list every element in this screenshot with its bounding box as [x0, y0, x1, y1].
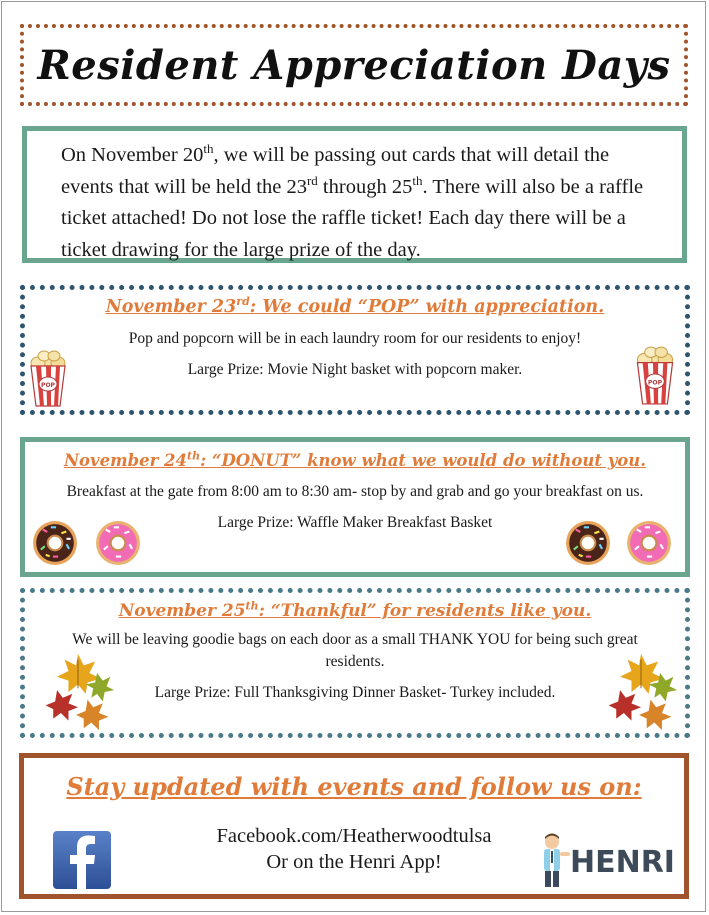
title-box [20, 24, 688, 106]
popcorn-icon [26, 348, 70, 408]
autumn-leaves-icon [42, 652, 114, 732]
event-prize: Large Prize: Movie Night basket with popcorn maker. [187, 361, 523, 378]
autumn-leaves-icon [605, 652, 677, 732]
event-heading-text: : “DONUT” know what we would do without you. [200, 451, 647, 470]
donut-icon [626, 520, 672, 566]
donut-icon [95, 520, 141, 566]
event-prize: Large Prize: Waffle Maker Breakfast Basket [217, 514, 493, 531]
henri-app-text: Or on the Henri App! [266, 851, 442, 873]
event-heading-sup: rd [236, 295, 250, 309]
intro-sup1: th [203, 141, 214, 157]
event-heading [25, 601, 685, 621]
henri-app-logo-icon[interactable] [538, 832, 678, 890]
event-heading [25, 451, 685, 470]
event-heading-sup: th [245, 599, 259, 613]
donut-icon [32, 520, 78, 566]
event-card-nov-23 [20, 285, 690, 415]
footer-heading: Stay updated with events and follow us on: [66, 772, 642, 801]
intro-text-part3: through 25 [317, 175, 413, 198]
facebook-link-text[interactable]: Facebook.com/Heatherwoodtulsa [216, 825, 492, 847]
popcorn-icon [633, 344, 677, 406]
intro-text-part2: , we will be passing out cards that will detail the events that will be held the 23 [61, 144, 610, 198]
event-heading-date: November 23 [105, 297, 237, 317]
svg-text:HENRI: HENRI [570, 845, 675, 880]
page-title: Resident Appreciation Days [37, 41, 671, 89]
event-description: Pop and popcorn will be in each laundry room for our residents to enjoy! [128, 330, 582, 347]
intro-sup3: th [412, 172, 423, 188]
event-description: We will be leaving goodie bags on each door as a small THANK YOU for being such great residents. [72, 631, 638, 670]
intro-text-part1: On November 20 [61, 144, 204, 166]
intro-text-part4: . There will also be a raffle ticket attached! Do not lose the raffle ticket! Each day there will be a ticket drawing for the large prize of the day. [61, 175, 644, 261]
donut-icon [565, 520, 611, 566]
event-heading-date: November 25 [118, 601, 246, 621]
event-description: Breakfast at the gate from 8:00 am to 8:30 am- stop by and grab and go your breakfast on us. [66, 483, 644, 500]
event-heading-text: : “Thankful” for residents like you. [258, 601, 592, 621]
event-heading-text: : We could “POP” with appreciation. [249, 297, 605, 317]
event-prize: Large Prize: Full Thanksgiving Dinner Basket- Turkey included. [154, 684, 556, 701]
event-heading-sup: th [187, 449, 201, 463]
event-heading-date: November 24 [63, 451, 188, 470]
intro-sup2: rd [306, 172, 318, 188]
event-card-nov-25 [20, 588, 690, 738]
facebook-logo-icon[interactable] [52, 830, 112, 890]
event-heading [25, 297, 685, 317]
intro-box [22, 126, 687, 263]
